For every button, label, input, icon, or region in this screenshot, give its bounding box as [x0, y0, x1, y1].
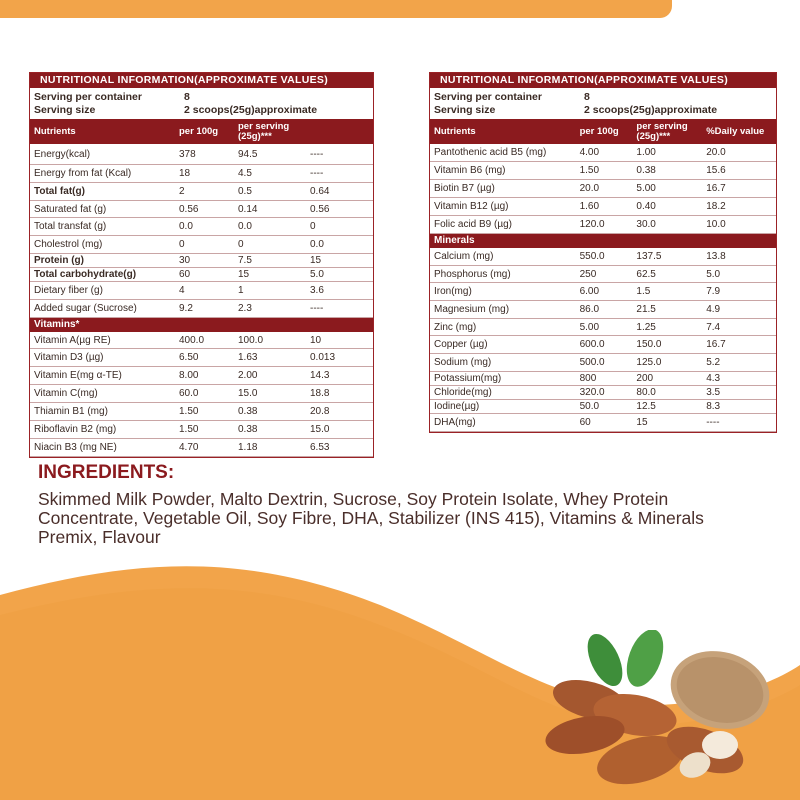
per-100g-value: 0.56: [179, 203, 199, 215]
daily-value: 3.6: [310, 285, 324, 296]
per-100g-value: 30: [179, 255, 191, 266]
per-100g-value: 800: [579, 373, 597, 384]
header-per-serving: per serving (25g)***: [636, 120, 688, 142]
per-100g-value: 600.0: [579, 339, 605, 350]
per-serving-value: 137.5: [636, 251, 662, 262]
per-serving-value: 21.5: [636, 304, 656, 315]
serving-size-label: Serving size: [434, 104, 496, 116]
nutrient-name: Cholestrol (mg): [34, 239, 103, 250]
nutrient-name: Zinc (mg): [434, 321, 477, 333]
serving-size-value: 2 scoops(25g)approximate: [184, 104, 318, 116]
nutrient-name: DHA(mg): [434, 417, 476, 428]
serving-per-container-value: 8: [584, 91, 590, 103]
per-serving-value: 12.5: [636, 401, 656, 412]
daily-value: 15.0: [310, 424, 330, 435]
table-row: [430, 414, 776, 432]
table-row: [430, 198, 776, 216]
nutrient-name: Calcium (mg): [434, 251, 494, 262]
daily-value: 5.0: [706, 268, 721, 280]
nutrient-name: Energy from fat (Kcal): [34, 168, 132, 179]
table-row: [30, 183, 373, 201]
per-100g-value: 4.00: [579, 147, 600, 158]
nutrient-name: Phosphorus (mg): [434, 268, 511, 280]
table-row: [430, 386, 776, 400]
per-serving-value: 150.0: [636, 339, 662, 350]
per-serving-value: 0.5: [238, 186, 252, 197]
table-row: [430, 400, 776, 414]
nutrient-name: Niacin B3 (mg NE): [34, 442, 117, 453]
per-serving-value: 0.38: [238, 406, 258, 417]
per-100g-value: 60.0: [179, 388, 199, 399]
table-row: [430, 162, 776, 180]
daily-value: 18.2: [706, 201, 726, 212]
daily-value: 6.53: [310, 442, 330, 453]
table-row: [30, 367, 373, 385]
table-header: [30, 119, 373, 144]
daily-value: 0: [310, 221, 316, 232]
per-serving-value: 80.0: [636, 387, 656, 398]
serving-size-label: Serving size: [34, 104, 96, 116]
daily-value: 0.0: [310, 239, 324, 250]
nutrient-name: Total fat(g): [34, 186, 85, 197]
per-serving-value: 15: [238, 269, 250, 280]
per-100g-value: 550.0: [579, 251, 605, 262]
daily-value: 7.4: [706, 321, 721, 333]
nutrient-name: Iodine(µg): [434, 401, 480, 412]
per-serving-value: 94.5: [238, 148, 258, 160]
per-100g-value: 1.50: [579, 165, 600, 176]
table-row: [30, 201, 373, 218]
serving-size-value: 2 scoops(25g)approximate: [584, 104, 718, 116]
per-serving-value: 1.63: [238, 352, 258, 363]
nutrient-name: Potassium(mg): [434, 373, 502, 384]
per-serving-value: 1.5: [636, 286, 651, 297]
daily-value: ----: [310, 303, 324, 314]
per-100g-value: 18: [179, 168, 191, 179]
per-serving-value: 0.38: [238, 424, 258, 435]
per-serving-value: 1.00: [636, 147, 656, 158]
daily-value: ----: [310, 168, 324, 179]
nutrition-panel-right: [429, 72, 777, 433]
almonds-icon: [545, 630, 785, 795]
header-daily-value: %Daily value: [706, 126, 765, 137]
per-serving-value: 5.00: [636, 183, 656, 194]
top-orange-bar: [0, 0, 672, 18]
table-header: [430, 119, 776, 144]
table-row: [430, 248, 776, 266]
nutrient-name: Magnesium (mg): [434, 304, 510, 315]
per-serving-value: 62.5: [636, 268, 656, 280]
serving-per-container-label: Serving per container: [34, 91, 142, 103]
nutrient-name: Thiamin B1 (mg): [34, 406, 108, 417]
vitamin-b-rows: [430, 144, 776, 234]
almond-kernel-icon: [702, 731, 738, 759]
table-row: [430, 354, 776, 372]
per-serving-value: 15: [636, 417, 648, 428]
table-row: [430, 180, 776, 198]
panel-title: NUTRITIONAL INFORMATION(APPROXIMATE VALUES): [30, 73, 373, 88]
table-row: [30, 236, 373, 254]
nutrient-name: Folic acid B9 (µg): [434, 219, 513, 230]
nutrient-name: Vitamin D3 (µg): [34, 352, 104, 363]
nutrient-rows: [30, 144, 373, 318]
per-100g-value: 8.00: [179, 370, 199, 381]
table-row: [30, 144, 373, 165]
nutrition-panel-left: [29, 72, 374, 458]
daily-value: 4.9: [706, 304, 721, 315]
per-serving-value: 2.3: [238, 303, 252, 314]
minerals-section-header: Minerals: [430, 234, 776, 248]
nutrient-name: Protein (g): [34, 255, 84, 266]
per-100g-value: 0: [179, 239, 185, 250]
header-per-100g: per 100g: [179, 125, 219, 137]
daily-value: 10.0: [706, 219, 726, 230]
per-serving-value: 1: [238, 285, 244, 296]
table-row: [430, 266, 776, 283]
nutrient-name: Vitamin C(mg): [34, 388, 98, 399]
nutrient-name: Biotin B7 (µg): [434, 183, 495, 194]
table-row: [30, 403, 373, 421]
table-row: [30, 421, 373, 439]
table-row: [30, 254, 373, 268]
table-row: [30, 300, 373, 318]
daily-value: 4.3: [706, 373, 721, 384]
ingredients-title: INGREDIENTS:: [38, 462, 175, 483]
per-100g-value: 50.0: [579, 401, 600, 412]
table-row: [30, 385, 373, 403]
table-row: [430, 301, 776, 319]
serving-per-container-row: [30, 88, 373, 104]
header-per-100g: per 100g: [579, 125, 619, 137]
header-nutrients: Nutrients: [34, 126, 76, 137]
daily-value: 13.8: [706, 251, 726, 262]
per-serving-value: 4.5: [238, 168, 252, 179]
per-serving-value: 0: [238, 239, 244, 250]
per-serving-value: 7.5: [238, 255, 252, 266]
daily-value: ----: [310, 148, 324, 160]
vitamins-section-header: Vitamins*: [30, 318, 373, 332]
per-100g-value: 86.0: [579, 304, 600, 315]
daily-value: 5.2: [706, 357, 721, 368]
table-row: [430, 216, 776, 234]
per-100g-value: 400.0: [179, 334, 205, 346]
per-100g-value: 500.0: [579, 357, 605, 368]
per-100g-value: 0.0: [179, 221, 193, 232]
table-row: [30, 268, 373, 282]
per-100g-value: 5.00: [579, 321, 600, 333]
per-serving-value: 1.25: [636, 321, 656, 333]
table-row: [430, 144, 776, 162]
table-row: [430, 319, 776, 336]
per-100g-value: 60: [179, 269, 191, 280]
nutrient-name: Vitamin E(mg α-TE): [34, 370, 122, 381]
per-100g-value: 9.2: [179, 303, 193, 314]
per-100g-value: 2: [179, 186, 185, 197]
nutrient-name: Energy(kcal): [34, 148, 91, 160]
per-100g-value: 6.50: [179, 352, 199, 363]
per-100g-value: 1.60: [579, 201, 600, 212]
header-nutrients: Nutrients: [434, 126, 476, 137]
table-row: [30, 439, 373, 457]
per-serving-value: 0.14: [238, 203, 258, 215]
nutrient-name: Total transfat (g): [34, 221, 107, 232]
per-serving-value: 0.0: [238, 221, 252, 232]
daily-value: ----: [706, 417, 720, 428]
per-serving-value: 15.0: [238, 388, 258, 399]
daily-value: 20.8: [310, 406, 330, 417]
daily-value: 15.6: [706, 165, 726, 176]
per-100g-value: 378: [179, 148, 196, 160]
per-100g-value: 120.0: [579, 219, 605, 230]
table-row: [30, 282, 373, 300]
nutrient-name: Total carbohydrate(g): [34, 269, 137, 280]
per-serving-value: 30.0: [636, 219, 656, 230]
daily-value: 14.3: [310, 370, 330, 381]
per-serving-value: 200: [636, 373, 654, 384]
per-serving-value: 100.0: [238, 334, 264, 346]
serving-per-container-value: 8: [184, 91, 190, 103]
panel-title: NUTRITIONAL INFORMATION(APPROXIMATE VALUES): [430, 73, 776, 88]
table-row: [30, 165, 373, 183]
daily-value: 16.7: [706, 183, 726, 194]
serving-per-container-row: [430, 88, 776, 104]
mineral-rows: [430, 248, 776, 432]
nutrient-name: Chloride(mg): [434, 387, 492, 398]
per-serving-value: 0.38: [636, 165, 656, 176]
serving-size-row: [30, 104, 373, 117]
per-100g-value: 20.0: [579, 183, 600, 194]
per-serving-value: 1.18: [238, 442, 258, 453]
nutrient-name: Pantothenic acid B5 (mg): [434, 147, 547, 158]
nutrient-name: Sodium (mg): [434, 357, 492, 368]
nutrient-name: Vitamin B6 (mg): [434, 165, 506, 176]
table-row: [430, 336, 776, 354]
per-100g-value: 1.50: [179, 424, 199, 435]
nutrient-name: Vitamin B12 (µg): [434, 201, 509, 212]
per-serving-value: 2.00: [238, 370, 258, 381]
per-100g-value: 250: [579, 268, 597, 280]
daily-value: 0.013: [310, 352, 336, 363]
per-100g-value: 4: [179, 285, 185, 296]
daily-value: 7.9: [706, 286, 721, 297]
daily-value: 18.8: [310, 388, 330, 399]
per-serving-value: 0.40: [636, 201, 656, 212]
header-per-serving: per serving (25g)***: [238, 120, 290, 142]
serving-per-container-label: Serving per container: [434, 91, 542, 103]
per-serving-value: 125.0: [636, 357, 662, 368]
table-row: [30, 332, 373, 349]
table-row: [30, 218, 373, 236]
per-100g-value: 1.50: [179, 406, 199, 417]
daily-value: 15: [310, 255, 322, 266]
table-row: [30, 349, 373, 367]
per-100g-value: 6.00: [579, 286, 600, 297]
vitamin-rows: [30, 332, 373, 457]
nutrient-name: Riboflavin B2 (mg): [34, 424, 117, 435]
leaf-icon: [620, 630, 671, 692]
nutrient-name: Copper (µg): [434, 339, 488, 350]
table-row: [430, 372, 776, 386]
nutrient-name: Saturated fat (g): [34, 203, 107, 215]
daily-value: 16.7: [706, 339, 726, 350]
per-100g-value: 4.70: [179, 442, 199, 453]
daily-value: 8.3: [706, 401, 721, 412]
daily-value: 0.56: [310, 203, 330, 215]
nutrient-name: Added sugar (Sucrose): [34, 303, 137, 314]
ingredients-text: Skimmed Milk Powder, Malto Dextrin, Sucrose, Soy Protein Isolate, Whey Protein Concentrate, Vegetable Oil, Soy Fibre, DHA, Stabilizer (INS 415), Vitamins & Minerals Premix, Flavour: [38, 489, 704, 547]
daily-value: 20.0: [706, 147, 726, 158]
per-100g-value: 60: [579, 417, 591, 428]
nutrient-name: Iron(mg): [434, 286, 472, 297]
nutrient-name: Vitamin A(µg RE): [34, 334, 111, 346]
per-100g-value: 320.0: [579, 387, 605, 398]
daily-value: 0.64: [310, 186, 330, 197]
table-row: [430, 283, 776, 301]
daily-value: 3.5: [706, 387, 721, 398]
serving-size-row: [430, 104, 776, 117]
nutrient-name: Dietary fiber (g): [34, 285, 103, 296]
daily-value: 5.0: [310, 269, 324, 280]
daily-value: 10: [310, 334, 322, 346]
